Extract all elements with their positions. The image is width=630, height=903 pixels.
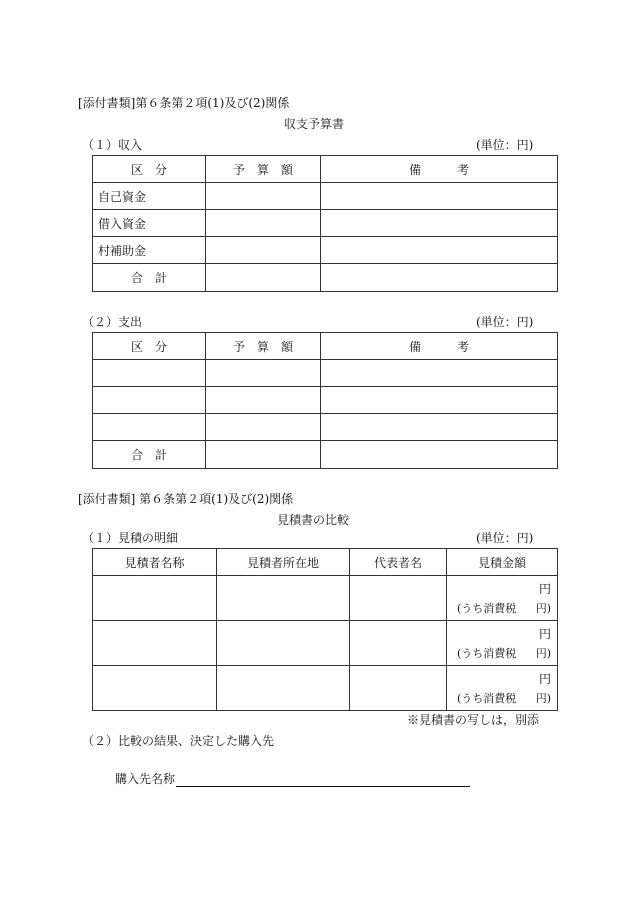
- representative-cell[interactable]: [350, 576, 447, 621]
- category-cell[interactable]: [93, 360, 206, 387]
- result-heading: （２）比較の結果、決定した購入先: [82, 734, 275, 748]
- table-row: [93, 237, 558, 264]
- tax-yen-unit: 円): [535, 647, 551, 660]
- attachment-label-2: [添付書類] 第６条第２項(1)及び(2)関係: [78, 492, 294, 506]
- representative-cell[interactable]: [350, 621, 447, 666]
- estimate-amount-cell[interactable]: [447, 621, 558, 666]
- header-remarks: 備 考: [321, 156, 558, 183]
- budget-cell[interactable]: [206, 210, 321, 237]
- remarks-cell[interactable]: [321, 360, 558, 387]
- tax-label: (うち消費税: [457, 692, 517, 705]
- remarks-cell[interactable]: [321, 387, 558, 414]
- expense-unit: (単位：円): [476, 315, 534, 329]
- tax-label: (うち消費税: [457, 602, 517, 615]
- header-estimator-name: 見積者名称: [93, 549, 217, 576]
- estimate-title: 見積書の比較: [277, 513, 350, 527]
- budget-cell[interactable]: [206, 414, 321, 441]
- tax-yen-unit: 円): [535, 692, 551, 705]
- attachment-note: ※見積書の写しは，別添: [407, 713, 540, 727]
- estimate-table: [92, 548, 558, 711]
- yen-unit: 円: [538, 582, 551, 596]
- attachment-label-1: [添付書類]第６条第２項(1)及び(2)関係: [78, 96, 290, 110]
- row-label: 村補助金: [93, 237, 206, 264]
- estimator-name-cell[interactable]: [93, 576, 217, 621]
- income-heading: （１）収入: [82, 138, 143, 152]
- budget-cell[interactable]: [206, 387, 321, 414]
- table-header-row: [93, 549, 558, 576]
- table-total-row: [93, 441, 558, 469]
- header-budget: 予 算 額: [206, 156, 321, 183]
- category-cell[interactable]: [93, 414, 206, 441]
- estimator-name-cell[interactable]: [93, 666, 217, 711]
- remarks-cell[interactable]: [321, 183, 558, 210]
- estimator-address-cell[interactable]: [217, 666, 350, 711]
- total-label: 合 計: [93, 441, 206, 469]
- table-row: [93, 621, 558, 666]
- remarks-cell[interactable]: [321, 264, 558, 292]
- estimator-name-cell[interactable]: [93, 621, 217, 666]
- table-header-row: [93, 333, 558, 360]
- budget-title: 収支予算書: [284, 117, 345, 131]
- category-cell[interactable]: [93, 387, 206, 414]
- budget-cell[interactable]: [206, 183, 321, 210]
- header-estimate-amount: 見積金額: [447, 549, 558, 576]
- estimate-amount-cell[interactable]: [447, 576, 558, 621]
- purchaser-name-label: 購入先名称: [115, 772, 176, 786]
- yen-unit: 円: [538, 627, 551, 641]
- expense-heading: （２）支出: [82, 315, 143, 329]
- table-row: [93, 414, 558, 441]
- table-total-row: [93, 264, 558, 292]
- table-row: [93, 666, 558, 711]
- remarks-cell[interactable]: [321, 237, 558, 264]
- estimate-heading: （１）見積の明細: [82, 531, 179, 545]
- estimator-address-cell[interactable]: [217, 621, 350, 666]
- budget-cell[interactable]: [206, 264, 321, 292]
- header-budget: 予 算 額: [206, 333, 321, 360]
- estimator-address-cell[interactable]: [217, 576, 350, 621]
- estimate-unit: (単位：円): [476, 531, 534, 545]
- representative-cell[interactable]: [350, 666, 447, 711]
- expense-table: [92, 332, 558, 469]
- budget-cell[interactable]: [206, 237, 321, 264]
- remarks-cell[interactable]: [321, 414, 558, 441]
- row-label: 借入資金: [93, 210, 206, 237]
- income-unit: (単位：円): [476, 138, 534, 152]
- tax-yen-unit: 円): [535, 602, 551, 615]
- table-row: [93, 360, 558, 387]
- budget-cell[interactable]: [206, 360, 321, 387]
- budget-cell[interactable]: [206, 441, 321, 469]
- header-category: 区 分: [93, 333, 206, 360]
- table-row: [93, 387, 558, 414]
- remarks-cell[interactable]: [321, 210, 558, 237]
- income-table: [92, 155, 558, 292]
- table-row: [93, 576, 558, 621]
- table-header-row: [93, 156, 558, 183]
- table-row: [93, 210, 558, 237]
- estimate-amount-cell[interactable]: [447, 666, 558, 711]
- header-estimator-address: 見積者所在地: [217, 549, 350, 576]
- total-label: 合 計: [93, 264, 206, 292]
- header-category: 区 分: [93, 156, 206, 183]
- row-label: 自己資金: [93, 183, 206, 210]
- table-row: [93, 183, 558, 210]
- tax-label: (うち消費税: [457, 647, 517, 660]
- header-remarks: 備 考: [321, 333, 558, 360]
- purchaser-name-field[interactable]: [176, 785, 470, 787]
- remarks-cell[interactable]: [321, 441, 558, 469]
- header-representative: 代表者名: [350, 549, 447, 576]
- yen-unit: 円: [538, 672, 551, 686]
